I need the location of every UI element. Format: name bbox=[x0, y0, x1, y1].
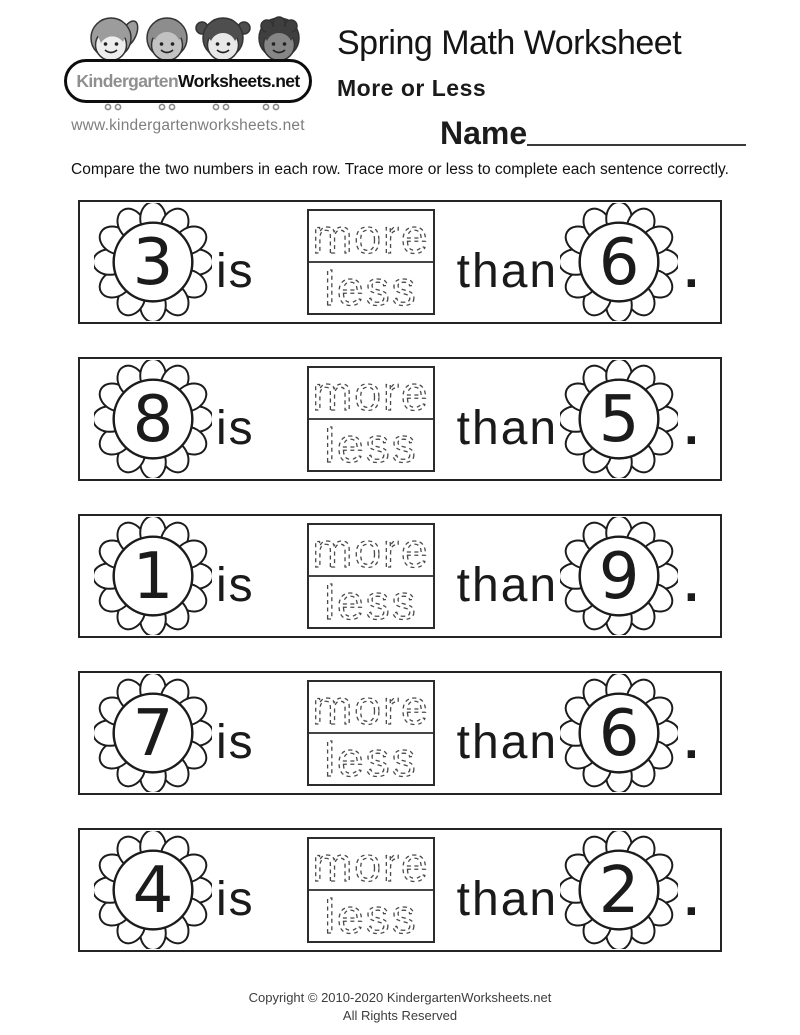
left-number: 4 bbox=[132, 854, 174, 928]
word-is: is bbox=[216, 872, 255, 926]
copyright-line: Copyright © 2010-2020 KindergartenWorksheets.net bbox=[248, 990, 552, 1005]
flower-left bbox=[94, 203, 212, 321]
footer bbox=[0, 989, 800, 1024]
right-number: 2 bbox=[598, 854, 640, 928]
trace-word-more: more bbox=[311, 368, 430, 421]
worksheet-row bbox=[78, 671, 722, 795]
name-line bbox=[440, 116, 746, 151]
name-blank-line bbox=[527, 143, 746, 146]
site-url: www.kindergartenworksheets.net bbox=[71, 117, 305, 134]
flower-left bbox=[94, 831, 212, 949]
name-label: Name bbox=[440, 115, 528, 151]
trace-word-more: more bbox=[311, 525, 430, 578]
word-is: is bbox=[216, 715, 255, 769]
flower-right bbox=[560, 360, 678, 478]
rows-container bbox=[78, 200, 722, 952]
trace-box bbox=[307, 837, 435, 943]
sentence-period: . bbox=[684, 869, 699, 927]
flower-right bbox=[560, 831, 678, 949]
word-than: than bbox=[456, 244, 559, 298]
brand-text-black: Worksheets.net bbox=[178, 70, 300, 91]
left-number: 7 bbox=[132, 697, 174, 771]
flower-left bbox=[94, 674, 212, 792]
trace-box bbox=[307, 366, 435, 472]
right-number: 6 bbox=[598, 226, 640, 300]
sentence-period: . bbox=[684, 241, 699, 299]
brand-text-gray: Kindergarten bbox=[76, 70, 179, 91]
flower-right bbox=[560, 517, 678, 635]
right-number: 5 bbox=[598, 383, 640, 457]
trace-box bbox=[307, 209, 435, 315]
worksheet-row bbox=[78, 200, 722, 324]
site-logo bbox=[64, 12, 312, 135]
trace-box bbox=[307, 523, 435, 629]
worksheet-row bbox=[78, 514, 722, 638]
left-number: 1 bbox=[132, 540, 174, 614]
right-number: 6 bbox=[598, 697, 640, 771]
trace-word-less: less bbox=[323, 734, 418, 786]
word-is: is bbox=[216, 244, 255, 298]
instruction-text: Compare the two numbers in each row. Trace more or less to complete each sentence correctly. bbox=[71, 161, 729, 178]
trace-box bbox=[307, 680, 435, 786]
sentence-period: . bbox=[684, 398, 699, 456]
word-than: than bbox=[456, 872, 559, 926]
flower-right bbox=[560, 674, 678, 792]
trace-word-less: less bbox=[323, 577, 418, 629]
left-number: 8 bbox=[132, 383, 174, 457]
worksheet-row bbox=[78, 828, 722, 952]
title-block bbox=[337, 24, 681, 102]
trace-word-more: more bbox=[311, 839, 430, 892]
trace-word-less: less bbox=[323, 891, 418, 943]
trace-word-more: more bbox=[311, 682, 430, 735]
word-than: than bbox=[456, 558, 559, 612]
worksheet-header bbox=[0, 0, 800, 200]
word-than: than bbox=[456, 401, 559, 455]
right-number: 9 bbox=[598, 540, 640, 614]
flower-right bbox=[560, 203, 678, 321]
rights-line: All Rights Reserved bbox=[342, 1007, 458, 1023]
sentence-period: . bbox=[684, 712, 699, 770]
worksheet-row bbox=[78, 357, 722, 481]
word-than: than bbox=[456, 715, 559, 769]
logo-banner bbox=[64, 59, 312, 103]
flower-left bbox=[94, 517, 212, 635]
trace-word-less: less bbox=[323, 263, 418, 315]
left-number: 3 bbox=[132, 226, 174, 300]
trace-word-less: less bbox=[323, 420, 418, 472]
flower-left bbox=[94, 360, 212, 478]
sentence-period: . bbox=[684, 555, 699, 613]
word-is: is bbox=[216, 401, 255, 455]
word-is: is bbox=[216, 558, 255, 612]
page-subtitle: More or Less bbox=[337, 75, 487, 101]
page-title: Spring Math Worksheet bbox=[337, 24, 682, 62]
trace-word-more: more bbox=[311, 211, 430, 264]
